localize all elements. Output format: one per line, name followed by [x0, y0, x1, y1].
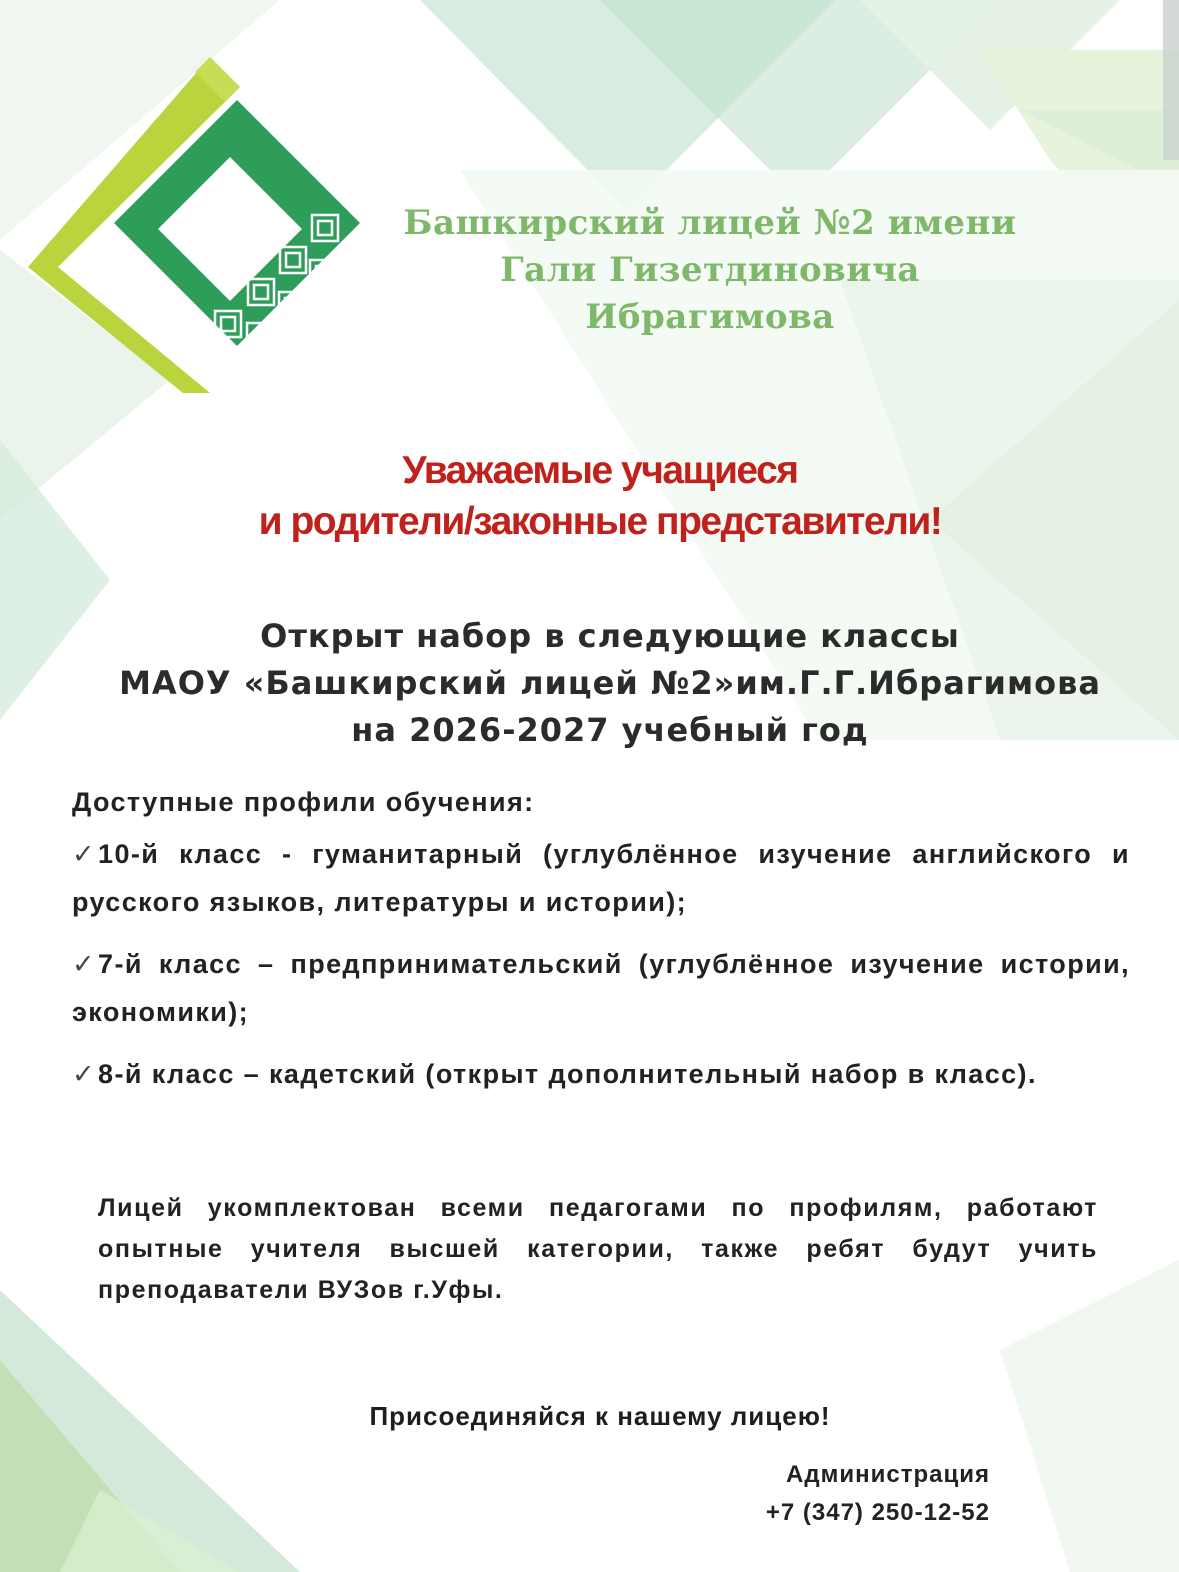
profile-item	[72, 940, 1130, 1036]
greeting-line2: и родители/законные представители!	[258, 500, 942, 543]
school-name-line1: Башкирский лицей №2 имени	[403, 203, 1017, 243]
call-to-action: Присоединяйся к нашему лицею!	[369, 1401, 831, 1431]
school-name	[380, 200, 1040, 341]
contact-block	[690, 1456, 990, 1532]
check-icon: ✓	[72, 1059, 97, 1089]
check-icon: ✓	[72, 839, 97, 869]
staff-note: Лицей укомплектован всеми педагогами по профилям, работают опытные учителя высшей категории, также ребят будут учить преподаватели ВУЗов г.Уфы.	[98, 1194, 1098, 1304]
profile-text: 7-й класс – предпринимательский (углублённое изучение истории, экономики);	[72, 949, 1130, 1027]
profiles-heading: Доступные профили обучения:	[72, 787, 535, 817]
announcement	[40, 613, 1179, 754]
profiles-section	[72, 778, 1130, 1112]
phone-number: +7 (347) 250-12-52	[765, 1499, 990, 1526]
greeting	[150, 445, 1050, 547]
announcement-line1: Открыт набор в следующие классы	[260, 617, 960, 655]
announcement-line2: МАОУ «Башкирский лицей №2»им.Г.Г.Ибрагимова	[119, 664, 1101, 702]
profile-item	[72, 1050, 1130, 1098]
profile-item	[72, 830, 1130, 926]
greeting-line1: Уважаемые учащиеся	[402, 449, 798, 492]
announcement-line3: на 2026-2027 учебный год	[351, 711, 869, 749]
school-name-line2: Гали Гизетдиновича Ибрагимова	[500, 250, 920, 337]
check-icon: ✓	[72, 949, 97, 979]
profile-text: 8-й класс – кадетский (открыт дополнительный набор в класс).	[98, 1059, 1037, 1089]
profile-text: 10-й класс - гуманитарный (углублённое изучение английского и русского языков, литературы и истории);	[72, 839, 1130, 917]
signature: Администрация	[786, 1461, 990, 1488]
